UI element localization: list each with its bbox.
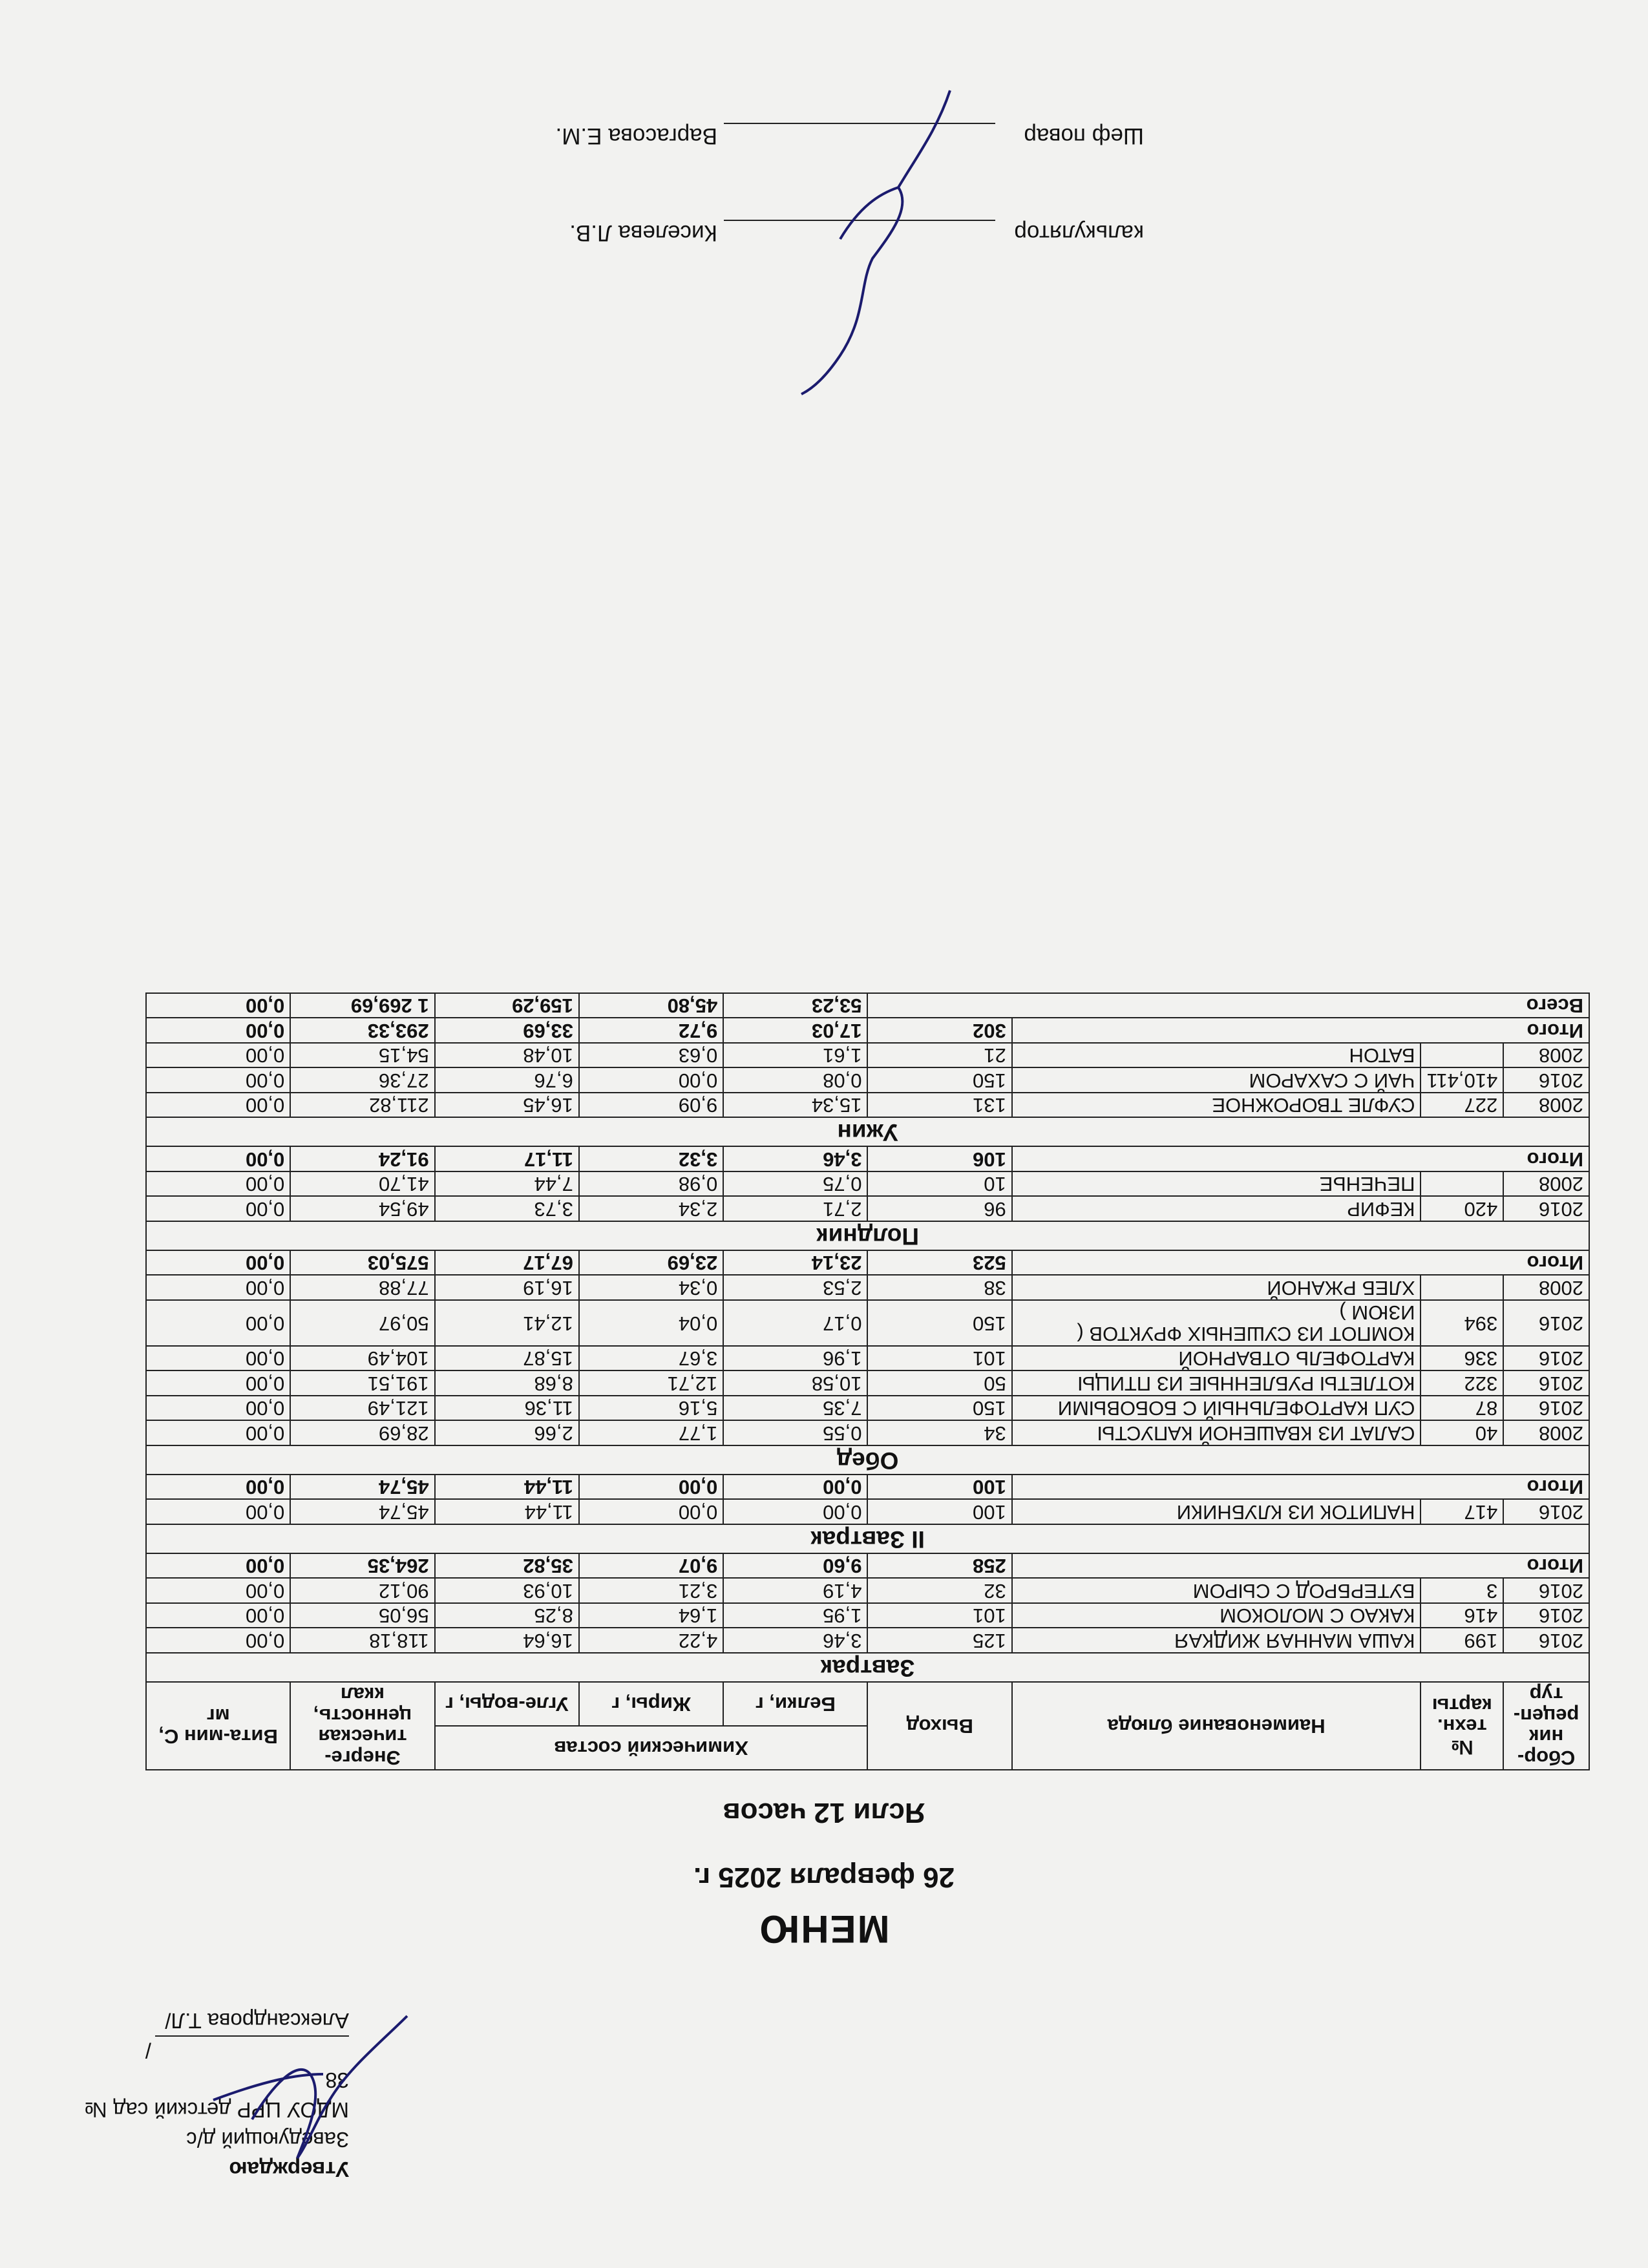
total-protein: 0,00 bbox=[723, 1475, 867, 1500]
energy-cell: 121,49 bbox=[290, 1396, 434, 1421]
table-row bbox=[146, 1396, 1589, 1421]
grand-total-label: Всего bbox=[867, 993, 1589, 1018]
protein-cell: 2,53 bbox=[723, 1275, 867, 1300]
collection-cell: 2016 bbox=[1503, 1300, 1589, 1346]
total-row bbox=[146, 1475, 1589, 1500]
energy-cell: 45,74 bbox=[290, 1499, 434, 1524]
carbs-cell: 11,44 bbox=[435, 1499, 579, 1524]
table-row bbox=[146, 1067, 1589, 1093]
col-protein: Белки, г bbox=[723, 1682, 867, 1726]
carbs-cell: 10,93 bbox=[435, 1578, 579, 1603]
menu-table bbox=[145, 992, 1590, 1770]
vitamin-cell: 0,00 bbox=[146, 1603, 290, 1628]
yield-cell: 131 bbox=[867, 1093, 1011, 1118]
col-card-no: № техн. карты bbox=[1421, 1682, 1503, 1770]
dish-name-cell: КАРТОФЕЛЬ ОТВАРНОЙ bbox=[1012, 1346, 1421, 1371]
energy-cell: 191,51 bbox=[290, 1370, 434, 1396]
yield-cell: 150 bbox=[867, 1300, 1011, 1346]
header-row-1 bbox=[146, 1726, 1589, 1770]
yield-cell: 101 bbox=[867, 1346, 1011, 1371]
energy-cell: 41,70 bbox=[290, 1171, 434, 1197]
table-row bbox=[146, 1275, 1589, 1300]
collection-cell: 2016 bbox=[1503, 1067, 1589, 1093]
yield-cell: 10 bbox=[867, 1171, 1011, 1197]
fat-cell: 3,67 bbox=[579, 1346, 723, 1371]
yield-cell: 32 bbox=[867, 1578, 1011, 1603]
fat-cell: 0,00 bbox=[579, 1067, 723, 1093]
col-carbs: Угле-воды, г bbox=[435, 1682, 579, 1726]
dish-name-cell: СУФЛЕ ТВОРОЖНОЕ bbox=[1012, 1093, 1421, 1118]
total-row bbox=[146, 1146, 1589, 1171]
protein-cell: 0,55 bbox=[723, 1420, 867, 1445]
grand-total-f: 45,80 bbox=[579, 993, 723, 1018]
total-fat: 0,00 bbox=[579, 1475, 723, 1500]
card-number-cell: 40 bbox=[1421, 1420, 1503, 1445]
total-protein: 3,46 bbox=[723, 1146, 867, 1171]
chef-role: Шеф повар bbox=[1024, 123, 1144, 149]
table-row bbox=[146, 1043, 1589, 1068]
menu-group: Ясли 12 часов bbox=[723, 1797, 925, 1829]
collection-cell: 2016 bbox=[1503, 1603, 1589, 1628]
total-vitamin: 0,00 bbox=[146, 1475, 290, 1500]
total-row bbox=[146, 1553, 1589, 1579]
dish-name-cell: КЕФИР bbox=[1012, 1196, 1421, 1221]
chef-name: Варгасова Е.М. bbox=[555, 123, 717, 149]
total-energy: 45,74 bbox=[290, 1475, 434, 1500]
protein-cell: 2,71 bbox=[723, 1196, 867, 1221]
dish-name-cell: ЧАЙ С САХАРОМ bbox=[1012, 1067, 1421, 1093]
yield-cell: 34 bbox=[867, 1420, 1011, 1445]
carbs-cell: 8,25 bbox=[435, 1603, 579, 1628]
approval-organization: МДОУ ЦРР детский сад № 38 bbox=[84, 2068, 349, 2122]
yield-cell: 101 bbox=[867, 1603, 1011, 1628]
total-fat: 23,69 bbox=[579, 1250, 723, 1276]
energy-cell: 90,12 bbox=[290, 1578, 434, 1603]
carbs-cell: 16,64 bbox=[435, 1628, 579, 1653]
collection-cell: 2016 bbox=[1503, 1370, 1589, 1396]
section-title: Завтрак bbox=[146, 1653, 1589, 1682]
protein-cell: 1,61 bbox=[723, 1043, 867, 1068]
total-label: Итого bbox=[1012, 1475, 1589, 1500]
dish-name-cell: КОТЛЕТЫ РУБЛЕННЫЕ ИЗ ПТИЦЫ bbox=[1012, 1370, 1421, 1396]
section-row bbox=[146, 1524, 1589, 1553]
vitamin-cell: 0,00 bbox=[146, 1067, 290, 1093]
menu-title: МЕНЮ bbox=[758, 1907, 890, 1951]
total-row bbox=[146, 1250, 1589, 1276]
dish-name-cell: ХЛЕБ РЖАНОЙ bbox=[1012, 1275, 1421, 1300]
protein-cell: 4,19 bbox=[723, 1578, 867, 1603]
carbs-cell: 11,36 bbox=[435, 1396, 579, 1421]
approval-heading: Утверждаю bbox=[229, 2158, 349, 2181]
table-row bbox=[146, 1171, 1589, 1197]
fat-cell: 0,00 bbox=[579, 1499, 723, 1524]
fat-cell: 0,04 bbox=[579, 1300, 723, 1346]
grand-total-c: 159,29 bbox=[435, 993, 579, 1018]
yield-cell: 125 bbox=[867, 1628, 1011, 1653]
energy-cell: 77,88 bbox=[290, 1275, 434, 1300]
total-carbs: 11,17 bbox=[435, 1146, 579, 1171]
yield-cell: 38 bbox=[867, 1275, 1011, 1300]
carbs-cell: 7,44 bbox=[435, 1171, 579, 1197]
carbs-cell: 15,87 bbox=[435, 1346, 579, 1371]
total-vitamin: 0,00 bbox=[146, 1018, 290, 1043]
collection-cell: 2008 bbox=[1503, 1275, 1589, 1300]
vitamin-cell: 0,00 bbox=[146, 1370, 290, 1396]
table-row bbox=[146, 1420, 1589, 1445]
calculator-name: Киселева Л.В. bbox=[569, 220, 717, 246]
vitamin-cell: 0,00 bbox=[146, 1396, 290, 1421]
total-energy: 575,03 bbox=[290, 1250, 434, 1276]
carbs-cell: 16,19 bbox=[435, 1275, 579, 1300]
col-collection: Сбор-ник рецеп-тур bbox=[1503, 1682, 1589, 1770]
total-carbs: 33,69 bbox=[435, 1018, 579, 1043]
card-number-cell: 322 bbox=[1421, 1370, 1503, 1396]
section-row bbox=[146, 1445, 1589, 1475]
section-title: II Завтрак bbox=[146, 1524, 1589, 1553]
fat-cell: 5,16 bbox=[579, 1396, 723, 1421]
table-row bbox=[146, 1093, 1589, 1118]
card-number-cell: 394 bbox=[1421, 1300, 1503, 1346]
card-number-cell: 336 bbox=[1421, 1346, 1503, 1371]
table-row bbox=[146, 1346, 1589, 1371]
dish-name-cell: ПЕЧЕНЬЕ bbox=[1012, 1171, 1421, 1197]
vitamin-cell: 0,00 bbox=[146, 1420, 290, 1445]
card-number-cell: 199 bbox=[1421, 1628, 1503, 1653]
collection-cell: 2008 bbox=[1503, 1043, 1589, 1068]
dish-name-cell: БАТОН bbox=[1012, 1043, 1421, 1068]
protein-cell: 0,08 bbox=[723, 1067, 867, 1093]
menu-date: 26 февраля 2025 г. bbox=[693, 1862, 955, 1893]
total-vitamin: 0,00 bbox=[146, 1146, 290, 1171]
fat-cell: 0,98 bbox=[579, 1171, 723, 1197]
card-number-cell: 87 bbox=[1421, 1396, 1503, 1421]
total-row bbox=[146, 1018, 1589, 1043]
fat-cell: 4,22 bbox=[579, 1628, 723, 1653]
fat-cell: 0,34 bbox=[579, 1275, 723, 1300]
carbs-cell: 8,68 bbox=[435, 1370, 579, 1396]
protein-cell: 15,34 bbox=[723, 1093, 867, 1118]
collection-cell: 2016 bbox=[1503, 1196, 1589, 1221]
grand-total-v: 0,00 bbox=[146, 993, 290, 1018]
card-number-cell: 227 bbox=[1421, 1093, 1503, 1118]
vitamin-cell: 0,00 bbox=[146, 1578, 290, 1603]
dish-name-cell: СУП КАРТОФЕЛЬНЫЙ С БОБОВЫМИ bbox=[1012, 1396, 1421, 1421]
card-number-cell: 416 bbox=[1421, 1603, 1503, 1628]
menu-table-body bbox=[146, 993, 1589, 1682]
carbs-cell: 10,48 bbox=[435, 1043, 579, 1068]
collection-cell: 2016 bbox=[1503, 1499, 1589, 1524]
collection-cell: 2016 bbox=[1503, 1346, 1589, 1371]
dish-name-cell: БУТЕРБРОД С СЫРОМ bbox=[1012, 1578, 1421, 1603]
vitamin-cell: 0,00 bbox=[146, 1346, 290, 1371]
section-title: Ужин bbox=[146, 1117, 1589, 1146]
dish-name-cell: КАКАО С МОЛОКОМ bbox=[1012, 1603, 1421, 1628]
protein-cell: 1,95 bbox=[723, 1603, 867, 1628]
total-protein: 9,60 bbox=[723, 1553, 867, 1579]
vitamin-cell: 0,00 bbox=[146, 1196, 290, 1221]
fat-cell: 2,34 bbox=[579, 1196, 723, 1221]
energy-cell: 50,97 bbox=[290, 1300, 434, 1346]
fat-cell: 0,63 bbox=[579, 1043, 723, 1068]
yield-cell: 150 bbox=[867, 1396, 1011, 1421]
fat-cell: 12,71 bbox=[579, 1370, 723, 1396]
collection-cell: 2008 bbox=[1503, 1171, 1589, 1197]
card-number-cell: 3 bbox=[1421, 1578, 1503, 1603]
vitamin-cell: 0,00 bbox=[146, 1300, 290, 1346]
col-yield: Выход bbox=[867, 1682, 1011, 1770]
protein-cell: 0,00 bbox=[723, 1499, 867, 1524]
protein-cell: 1,96 bbox=[723, 1346, 867, 1371]
total-fat: 9,07 bbox=[579, 1553, 723, 1579]
protein-cell: 0,75 bbox=[723, 1171, 867, 1197]
yield-cell: 21 bbox=[867, 1043, 1011, 1068]
vitamin-cell: 0,00 bbox=[146, 1043, 290, 1068]
col-fat: Жиры, г bbox=[579, 1682, 723, 1726]
grand-total-e: 1 269,69 bbox=[290, 993, 434, 1018]
grand-total-p: 53,23 bbox=[723, 993, 867, 1018]
yield-cell: 100 bbox=[867, 1499, 1011, 1524]
energy-cell: 27,36 bbox=[290, 1067, 434, 1093]
dish-name-cell: КОМПОТ ИЗ СУШЕНЫХ ФРУКТОВ ( ИЗЮМ ) bbox=[1012, 1300, 1421, 1346]
section-row bbox=[146, 1653, 1589, 1682]
total-energy: 264,35 bbox=[290, 1553, 434, 1579]
card-number-cell: 420 bbox=[1421, 1196, 1503, 1221]
energy-cell: 49,54 bbox=[290, 1196, 434, 1221]
card-number-cell: 410,411 bbox=[1421, 1067, 1503, 1093]
vitamin-cell: 0,00 bbox=[146, 1093, 290, 1118]
total-carbs: 35,82 bbox=[435, 1553, 579, 1579]
carbs-cell: 12,41 bbox=[435, 1300, 579, 1346]
total-energy: 293,33 bbox=[290, 1018, 434, 1043]
energy-cell: 118,18 bbox=[290, 1628, 434, 1653]
total-fat: 9,72 bbox=[579, 1018, 723, 1043]
staff-signature bbox=[782, 78, 989, 401]
total-yield: 258 bbox=[867, 1553, 1011, 1579]
total-vitamin: 0,00 bbox=[146, 1250, 290, 1276]
col-chem-group: Химический состав bbox=[435, 1726, 868, 1770]
total-carbs: 11,44 bbox=[435, 1475, 579, 1500]
vitamin-cell: 0,00 bbox=[146, 1499, 290, 1524]
table-row bbox=[146, 1603, 1589, 1628]
vitamin-cell: 0,00 bbox=[146, 1171, 290, 1197]
protein-cell: 10,58 bbox=[723, 1370, 867, 1396]
total-label: Итого bbox=[1012, 1018, 1589, 1043]
table-row bbox=[146, 1628, 1589, 1653]
total-yield: 302 bbox=[867, 1018, 1011, 1043]
director-signature bbox=[200, 2003, 420, 2171]
vitamin-cell: 0,00 bbox=[146, 1628, 290, 1653]
table-row bbox=[146, 1499, 1589, 1524]
section-title: Полдник bbox=[146, 1221, 1589, 1250]
section-row bbox=[146, 1117, 1589, 1146]
card-number-cell: 417 bbox=[1421, 1499, 1503, 1524]
energy-cell: 54,15 bbox=[290, 1043, 434, 1068]
protein-cell: 0,17 bbox=[723, 1300, 867, 1346]
energy-cell: 211,82 bbox=[290, 1093, 434, 1118]
approval-name: /Александрова Т.Л/ bbox=[145, 2009, 349, 2063]
total-yield: 100 bbox=[867, 1475, 1011, 1500]
table-row bbox=[146, 1578, 1589, 1603]
total-fat: 3,32 bbox=[579, 1146, 723, 1171]
total-yield: 523 bbox=[867, 1250, 1011, 1276]
total-label: Итого bbox=[1012, 1146, 1589, 1171]
fat-cell: 3,21 bbox=[579, 1578, 723, 1603]
carbs-cell: 2,66 bbox=[435, 1420, 579, 1445]
energy-cell: 104,49 bbox=[290, 1346, 434, 1371]
collection-cell: 2016 bbox=[1503, 1396, 1589, 1421]
col-vitamin: Вита-мин С, мг bbox=[146, 1682, 290, 1770]
carbs-cell: 16,45 bbox=[435, 1093, 579, 1118]
col-dish-name: Наименование блюда bbox=[1012, 1682, 1421, 1770]
collection-cell: 2016 bbox=[1503, 1578, 1589, 1603]
table-row bbox=[146, 1370, 1589, 1396]
collection-cell: 2008 bbox=[1503, 1093, 1589, 1118]
total-carbs: 67,17 bbox=[435, 1250, 579, 1276]
section-row bbox=[146, 1221, 1589, 1250]
total-energy: 91,24 bbox=[290, 1146, 434, 1171]
total-vitamin: 0,00 bbox=[146, 1553, 290, 1579]
protein-cell: 3,46 bbox=[723, 1628, 867, 1653]
energy-cell: 56,05 bbox=[290, 1603, 434, 1628]
table-row bbox=[146, 1300, 1589, 1346]
calculator-role: калькулятор bbox=[1014, 220, 1144, 246]
fat-cell: 9,09 bbox=[579, 1093, 723, 1118]
total-label: Итого bbox=[1012, 1553, 1589, 1579]
grand-total-row bbox=[146, 993, 1589, 1018]
total-label: Итого bbox=[1012, 1250, 1589, 1276]
dish-name-cell: САЛАТ ИЗ КВАШЕНОЙ КАПУСТЫ bbox=[1012, 1420, 1421, 1445]
total-yield: 106 bbox=[867, 1146, 1011, 1171]
section-title: Обед bbox=[146, 1445, 1589, 1475]
approval-position: Заведующий д/с bbox=[186, 2128, 349, 2152]
fat-cell: 1,64 bbox=[579, 1603, 723, 1628]
col-energy: Энерге-тическая ценность, ккал bbox=[290, 1682, 434, 1770]
carbs-cell: 6,76 bbox=[435, 1067, 579, 1093]
card-number-cell bbox=[1421, 1275, 1503, 1300]
card-number-cell bbox=[1421, 1043, 1503, 1068]
yield-cell: 50 bbox=[867, 1370, 1011, 1396]
protein-cell: 7,35 bbox=[723, 1396, 867, 1421]
collection-cell: 2008 bbox=[1503, 1420, 1589, 1445]
table-row bbox=[146, 1196, 1589, 1221]
yield-cell: 96 bbox=[867, 1196, 1011, 1221]
yield-cell: 150 bbox=[867, 1067, 1011, 1093]
fat-cell: 1,77 bbox=[579, 1420, 723, 1445]
collection-cell: 2016 bbox=[1503, 1628, 1589, 1653]
dish-name-cell: НАПИТОК ИЗ КЛУБНИКИ bbox=[1012, 1499, 1421, 1524]
carbs-cell: 3,73 bbox=[435, 1196, 579, 1221]
energy-cell: 28,69 bbox=[290, 1420, 434, 1445]
total-protein: 17,03 bbox=[723, 1018, 867, 1043]
dish-name-cell: КАША МАННАЯ ЖИДКАЯ bbox=[1012, 1628, 1421, 1653]
card-number-cell bbox=[1421, 1171, 1503, 1197]
vitamin-cell: 0,00 bbox=[146, 1275, 290, 1300]
total-protein: 23,14 bbox=[723, 1250, 867, 1276]
